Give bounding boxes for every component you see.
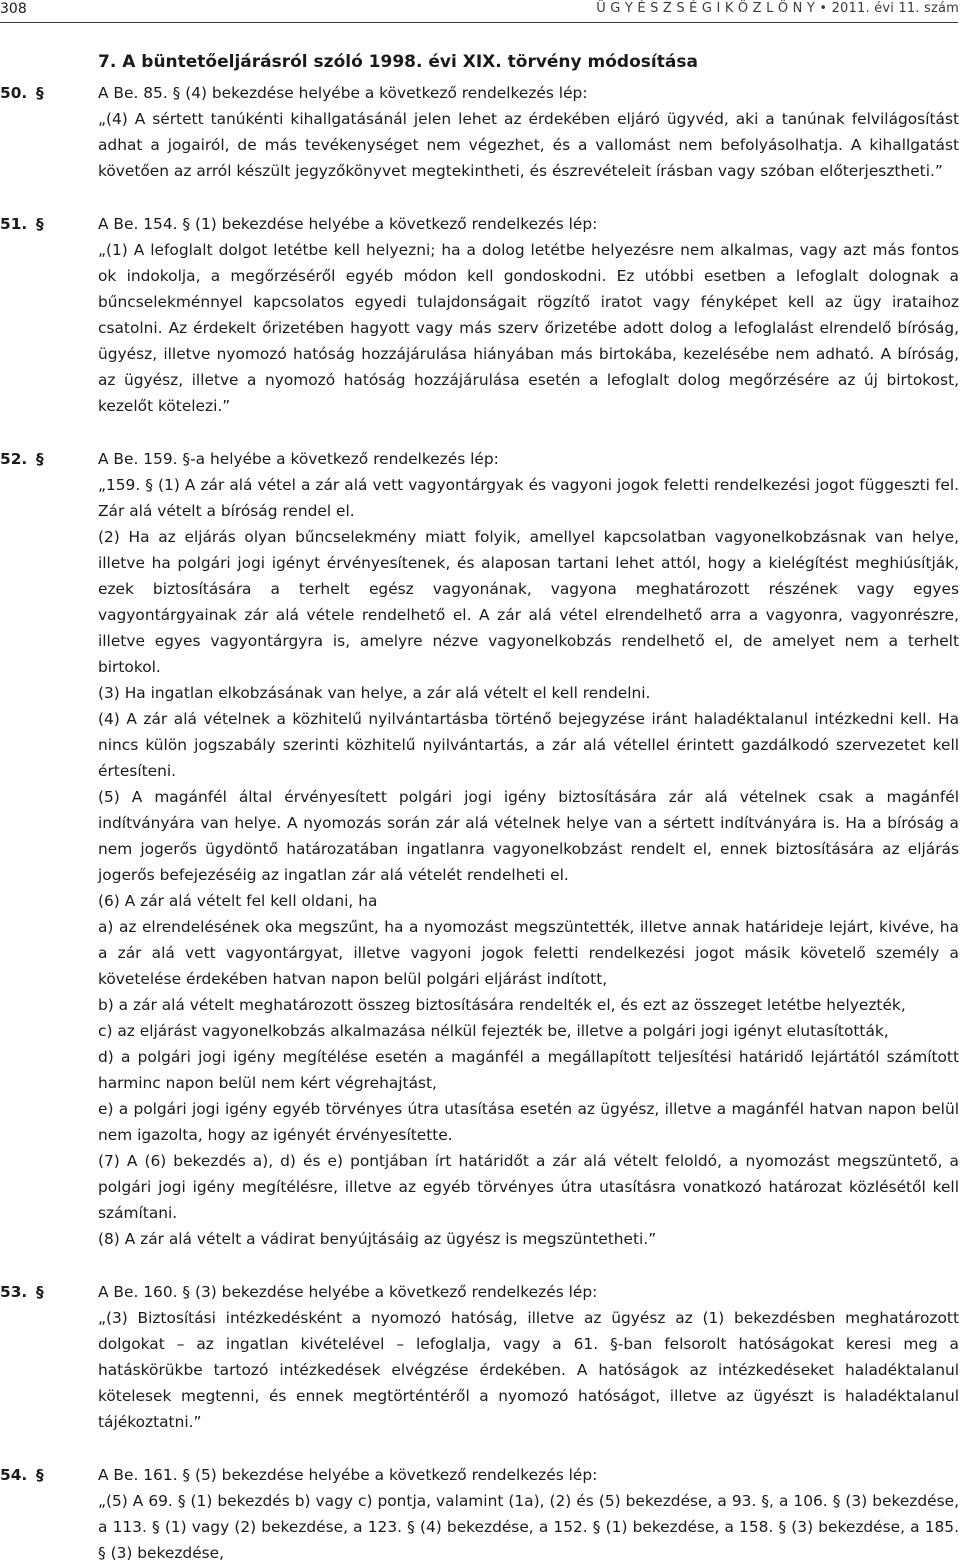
page-header — [0, 0, 960, 22]
paragraph-item — [0, 211, 959, 419]
amendment-text: (6) A zár alá vételt fel kell oldani, ha — [98, 892, 378, 910]
amendment-text: „(3) Biztosítási intézkedésként a nyomozó hatóság, illetve az ügyész az (1) bekezdésben meghatározott dolgokat – az ingatlan kivételével – lefoglalja, vagy a 61. §-ban felsorolt hatóságokat keresi meg a hatáskörükbe tartozó intézkedések elvégzése érdekében. A hatóságok az intézkedéseket haladéktalanul kötelesek megtenni, és ennek megtörténtéről a nyomozó hatóságot, illetve az ügyészt is haladéktalanul tájékoztatni.” — [98, 1309, 959, 1431]
amendment-text: (7) A (6) bekezdés a), d) és e) pontjában írt határidőt a zár alá vételt feloldó, a nyomozást megszüntető, a polgári jogi igény megítélésre, illetve az egyéb törvényes útra utasításra vonatkozó határozat közlésétől kell számítani. — [98, 1152, 959, 1222]
amendment-text: (2) Ha az eljárás olyan bűncselekmény miatt folyik, amellyel kapcsolatban vagyonelkobzásnak van helye, illetve ha polgári jogi igényt érvényesítenek, és alaposan tartani lehet attól, hogy a kielégítést meghiúsítják, ezek biztosítására a terhelt egész vagyonának, vagyona meghatározott részének vagy egyes vagyontárgyainak zár alá vétele rendelhető el. A zár alá vétel elrendelhető arra a vagyonra, vagyonrészre, illetve egyes vagyontárgyra is, amelyre nézve vagyonelkobzás rendelhető el, de amelyet nem a terhelt birtokol. — [98, 528, 959, 676]
section-sign: § — [36, 450, 44, 468]
paragraph-item — [0, 80, 959, 184]
amendment-intro: A Be. 161. § (5) bekezdése helyébe a következő rendelkezés lép: — [98, 1466, 598, 1484]
amendment-intro: A Be. 159. §-a helyébe a következő rendelkezés lép: — [98, 450, 499, 468]
amendment-text: a) az elrendelésének oka megszűnt, ha a nyomozást megszüntették, illetve annak határideje lejárt, kivéve, ha a zár alá vett vagyontárgyat, illetve vagyoni jogok feletti rendelkezési jogot másik követelő személy a követelése érdekében hatvan napon belül polgári eljárást indított, — [98, 918, 959, 988]
paragraph-item — [0, 1462, 959, 1566]
section-title: 7. A büntetőeljárásról szóló 1998. évi XIX. törvény módosítása — [98, 52, 698, 72]
section-sign: § — [36, 1466, 44, 1484]
document-body — [0, 80, 959, 1566]
amendment-text: „159. § (1) A zár alá vétel a zár alá vett vagyontárgyak és vagyoni jogok feletti rendelkezési jogot függeszti fel. Zár alá vételt a bíróság rendel el. — [98, 476, 959, 520]
amendment-text: (8) A zár alá vételt a vádirat benyújtásáig az ügyész is megszüntetheti.” — [98, 1230, 657, 1248]
section-sign: § — [36, 84, 44, 102]
section-gap — [0, 419, 959, 446]
running-title: Ü G Y É S Z S É G I K Ö Z L Ö N Y • 2011. évi 11. szám — [596, 1, 959, 16]
amendment-text: (3) Ha ingatlan elkobzásának van helye, a zár alá vételt el kell rendelni. — [98, 684, 651, 702]
section-gap — [0, 184, 959, 211]
paragraph-number: 53. — [0, 1283, 28, 1301]
page-number: 308 — [0, 1, 27, 17]
amendment-text: d) a polgári jogi igény megítélése esetén a magánfél a megállapított teljesítési határidő lejártától számított harminc napon belül nem kért végrehajtást, — [98, 1048, 959, 1092]
amendment-intro: A Be. 154. § (1) bekezdése helyébe a következő rendelkezés lép: — [98, 215, 598, 233]
amendment-intro: A Be. 160. § (3) bekezdése helyébe a következő rendelkezés lép: — [98, 1283, 598, 1301]
amendment-text: (4) A zár alá vételnek a közhitelű nyilvántartásba történő bejegyzése iránt haladéktalanul intézkedni kell. Ha nincs külön jogszabály szerinti közhitelű nyilvántartás, a zár alá vétellel érintett gazdálkodó szervezetet kell értesíteni. — [98, 710, 959, 780]
amendment-text: c) az eljárást vagyonelkobzás alkalmazása nélkül fejezték be, illetve a polgári jogi igényt elutasították, — [98, 1022, 889, 1040]
section-gap — [0, 1435, 959, 1462]
amendment-text: e) a polgári jogi igény egyéb törvényes útra utasítása esetén az ügyész, illetve a magánfél hatvan napon belül nem igazolta, hogy az igényét érvényesítette. — [98, 1100, 959, 1144]
amendment-text: b) a zár alá vételt meghatározott összeg biztosítására rendelték el, és ezt az összeget letétbe helyezték, — [98, 996, 906, 1014]
section-sign: § — [36, 1283, 44, 1301]
header-divider — [0, 22, 958, 23]
paragraph-number: 54. — [0, 1466, 28, 1484]
section-sign: § — [36, 215, 44, 233]
paragraph-item — [0, 1279, 959, 1435]
paragraph-item — [0, 446, 959, 1252]
amendment-text: (5) A magánfél által érvényesített polgári jogi igény biztosítására zár alá vételnek csak a magánfél indítványára van helye. A nyomozás során zár alá vételnek helye van a sértett indítványára is. Ha a bíróság a nem jogerős ügydöntő határozatában ingatlanra vagyonelkobzást rendelt el, ennek biztosítására az eljárás jogerős befejezéséig az ingatlan zár alá vételét rendelheti el. — [98, 788, 959, 884]
amendment-text: „(1) A lefoglalt dolgot letétbe kell helyezni; ha a dolog letétbe helyezésre nem alkalmas, vagy azt más fontos ok indokolja, a megőrzéséről egyéb módon kell gondoskodni. Ez utóbbi esetben a lefoglalt dolognak a bűncselekménnyel kapcsolatos egyedi tulajdonságait rögzítő iratot vagy fényképet kell az ügy irataihoz csatolni. Az érdekelt őrizetében hagyott vagy más szerv őrizetébe adott dolog a lefoglalást elrendelő bíróság, ügyész, illetve nyomozó hatóság hozzájárulása hiányában más birtokába, kezelésébe nem adható. A bíróság, az ügyész, illetve a nyomozó hatóság hozzájárulása esetén a lefoglalt dolog megőrzésére az új birtokost, kezelőt kötelezi.” — [98, 241, 959, 415]
paragraph-number: 50. — [0, 84, 28, 102]
paragraph-number: 52. — [0, 450, 28, 468]
amendment-text: „(5) A 69. § (1) bekezdés b) vagy c) pontja, valamint (1a), (2) és (5) bekezdése, a 93. §, a 106. § (3) bekezdése, a 113. § (1) vagy (2) bekezdése, a 123. § (4) bekezdése, a 152. § (1) bekezdése, a 158. § (3) bekezdése, a 185. § (3) bekezdése, — [98, 1492, 959, 1562]
amendment-text: „(4) A sértett tanúkénti kihallgatásánál jelen lehet az érdekében eljáró ügyvéd, aki a tanúnak felvilágosítást adhat a jogairól, de más tevékenységet nem végezhet, és a vallomást nem befolyásolhatja. A kihallgatást követően az arról készült jegyzőkönyvet megtekintheti, és észrevételeit írásban vagy szóban előterjesztheti.” — [98, 110, 959, 180]
section-gap — [0, 1252, 959, 1279]
paragraph-number: 51. — [0, 215, 28, 233]
amendment-intro: A Be. 85. § (4) bekezdése helyébe a következő rendelkezés lép: — [98, 84, 588, 102]
